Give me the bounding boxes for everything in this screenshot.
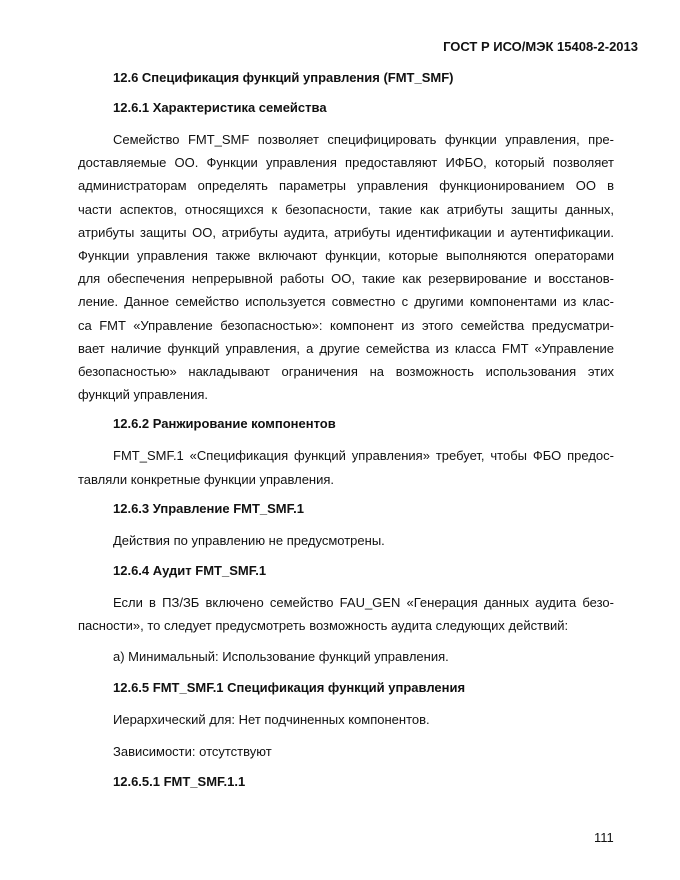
section-12-6-4-title: 12.6.4 Аудит FMT_SMF.1 xyxy=(113,563,267,579)
text-line: са FMT «Управление безопасностью»: компонент из этого семейства предусматри- xyxy=(78,317,614,333)
dependencies-text: Зависимости: отсутствуют xyxy=(113,743,272,759)
section-12-6-2-title: 12.6.2 Ранжирование компонентов xyxy=(113,416,336,432)
section-12-6-1-title: 12.6.1 Характеристика семейства xyxy=(113,100,327,115)
text-line: тавляли конкретные функции управления. xyxy=(78,471,335,487)
text-line: атрибуты защиты ОО, атрибуты аудита, атрибуты идентификации и аутентификации. xyxy=(78,224,614,240)
section-12-6-title: 12.6 Спецификация функций управления (FMT_SMF) xyxy=(113,70,454,85)
text-line: FMT_SMF.1 «Спецификация функций управления» требует, чтобы ФБО предос- xyxy=(113,448,614,464)
text-line: Семейство FMT_SMF позволяет специфицировать функции управления, пре- xyxy=(113,132,614,147)
section-12-6-2-paragraph xyxy=(78,444,614,490)
section-12-6-4-item-a: а) Минимальный: Использование функций управления. xyxy=(113,649,449,665)
hierarchy-text: Иерархический для: Нет подчиненных компонентов. xyxy=(113,711,430,727)
text-line: части аспектов, относящихся к безопасности, такие как атрибуты защиты данных, xyxy=(78,201,614,217)
page-content xyxy=(78,68,614,802)
page-number: 111 xyxy=(594,830,614,845)
text-line: для обеспечения непрерывной работы ОО, такие как резервирование и восстанов- xyxy=(78,271,614,287)
text-line: вает наличие функций управления, а другие семейства из класса FMT «Управление xyxy=(78,340,614,356)
text-line: Функции управления также включают функции, которые выполняются операторами xyxy=(78,248,614,264)
text-line: функций управления. xyxy=(78,387,209,403)
document-header: ГОСТ Р ИСО/МЭК 15408-2-2013 xyxy=(443,39,638,54)
text-line: доставляемые ОО. Функции управления предоставляют ИФБО, который позволяет xyxy=(78,155,614,171)
section-12-6-3-text: Действия по управлению не предусмотрены. xyxy=(113,532,385,548)
section-12-6-4-paragraph xyxy=(78,591,614,637)
text-line: пасности», то следует предусмотреть возможность аудита следующих действий: xyxy=(78,618,569,634)
section-12-6-5-1-title: 12.6.5.1 FMT_SMF.1.1 xyxy=(113,774,246,790)
section-12-6-5-title: 12.6.5 FMT_SMF.1 Спецификация функций управления xyxy=(113,679,466,695)
text-line: администраторам определять параметры управления функционированием ОО в xyxy=(78,178,614,194)
section-12-6-3-title: 12.6.3 Управление FMT_SMF.1 xyxy=(113,500,304,516)
section-12-6-1-paragraph xyxy=(78,128,614,406)
text-line: Если в ПЗ/ЗБ включено семейство FAU_GEN «Генерация данных аудита безо- xyxy=(113,595,614,611)
text-line: безопасностью» накладывают ограничения на возможность использования этих xyxy=(78,364,614,380)
text-line: ление. Данное семейство используется совместно с другими компонентами из клас- xyxy=(78,294,614,310)
